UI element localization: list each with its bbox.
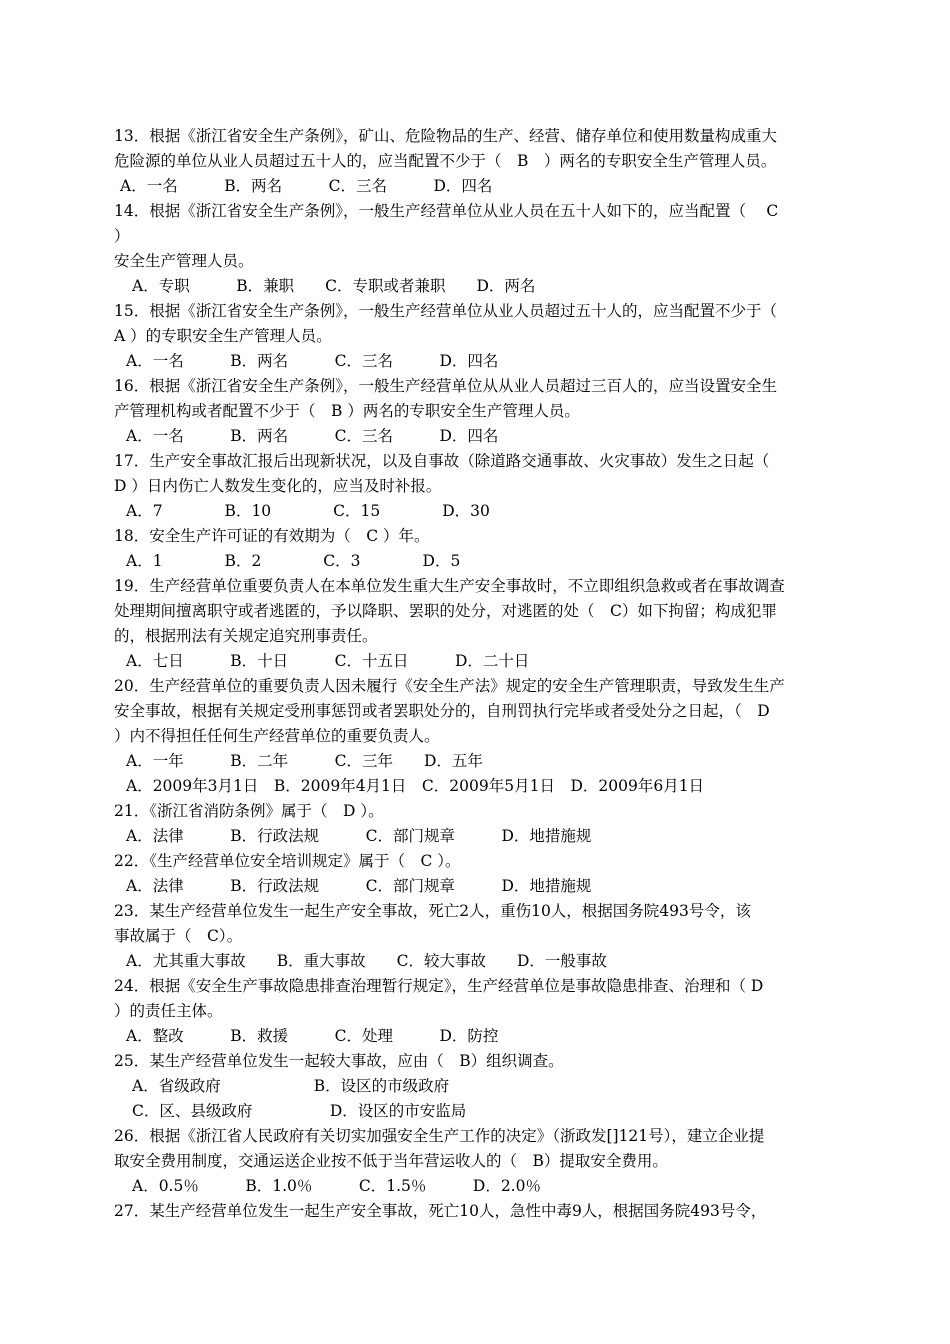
q20-extra-options: A．2009年3月1日 B．2009年4月1日 C．2009年5月1日 D．2009年6月1日 [126, 777, 705, 795]
q24-line2: ）的责任主体。 [114, 1002, 223, 1020]
q24-options: A．整改 B．救援 C．处理 D．防控 [126, 1027, 499, 1045]
q25-options-row1: A．省级政府 B．设区的市级政府 [132, 1077, 450, 1095]
q17-line2: D ）日内伤亡人数发生变化的，应当及时补报。 [114, 477, 442, 495]
q26-line1: 26．根据《浙江省人民政府有关切实加强安全生产工作的决定》（浙政发[]121号），建立企业提 [114, 1127, 765, 1145]
q16-line2: 产管理机构或者配置不少于（ B ）两名的专职安全生产管理人员。 [114, 402, 580, 420]
q20-options: A．一年 B．二年 C．三年 D．五年 [126, 752, 483, 770]
q24-line1: 24．根据《安全生产事故隐患排查治理暂行规定》，生产经营单位是事故隐患排查、治理和（ D [114, 977, 764, 995]
q27-line1: 27．某生产经营单位发生一起生产安全事故，死亡10人，急性中毒9人，根据国务院493号令， [114, 1202, 767, 1220]
q19-line2: 处理期间擅离职守或者逃匿的，予以降职、罢职的处分，对逃匿的处（ C）如下拘留；构成犯罪 [114, 602, 777, 620]
q13-line2: 危险源的单位从业人员超过五十人的，应当配置不少于（ B ）两名的专职安全生产管理人员。 [114, 152, 777, 170]
q21-options: A．法律 B．行政法规 C．部门规章 D．地措施规 [126, 827, 592, 845]
q20-line1: 20．生产经营单位的重要负责人因未履行《安全生产法》规定的安全生产管理职责，导致发生生产 [114, 677, 785, 695]
q14-options: A．专职 B．兼职 C．专职或者兼职 D．两名 [132, 277, 536, 295]
q13-line1: 13．根据《浙江省安全生产条例》，矿山、危险物品的生产、经营、储存单位和使用数量构成重大 [114, 127, 777, 145]
q22-line1: 22．《生产经营单位安全培训规定》属于（ C ）。 [114, 852, 461, 870]
q14-line3: 安全生产管理人员。 [114, 252, 254, 270]
q23-line1: 23．某生产经营单位发生一起生产安全事故，死亡2人，重伤10人，根据国务院493号令，该 [114, 902, 751, 920]
q25-line1: 25．某生产经营单位发生一起较大事故，应由（ B）组织调查。 [114, 1052, 564, 1070]
q19-line1: 19．生产经营单位重要负责人在本单位发生重大生产安全事故时，不立即组织急救或者在事故调查 [114, 577, 785, 595]
q15-options: A．一名 B．两名 C．三名 D．四名 [126, 352, 499, 370]
q17-options: A．7 B．10 C．15 D．30 [126, 502, 490, 520]
q25-options-row2: C．区、县级政府 D．设区的市安监局 [132, 1102, 467, 1120]
q16-line1: 16．根据《浙江省安全生产条例》，一般生产经营单位从从业人员超过三百人的，应当设置安全生 [114, 377, 777, 395]
q23-options: A．尤其重大事故 B．重大事故 C．较大事故 D．一般事故 [126, 952, 607, 970]
q20-line2: 安全事故，根据有关规定受刑事惩罚或者罢职处分的，自刑罚执行完毕或者受处分之日起，（ D [114, 702, 770, 720]
q21-line1: 21．《浙江省消防条例》属于（ D ）。 [114, 802, 384, 820]
q17-line1: 17．生产安全事故汇报后出现新状况，以及自事故（除道路交通事故、火灾事故）发生之日起（ [114, 452, 770, 470]
q14-line2: ） [114, 227, 130, 245]
q13-options: A．一名 B．两名 C．三名 D．四名 [120, 177, 493, 195]
q26-options: A．0.5％ B．1.0％ C．1.5％ D．2.0％ [132, 1177, 541, 1195]
q19-options: A．七日 B．十日 C．十五日 D．二十日 [126, 652, 530, 670]
q19-line3: 的，根据刑法有关规定追究刑事责任。 [114, 627, 378, 645]
q18-options: A．1 B．2 C．3 D．5 [126, 552, 461, 570]
q23-line2: 事故属于（ C）。 [114, 927, 243, 945]
q14-line1: 14．根据《浙江省安全生产条例》，一般生产经营单位从业人员在五十人如下的，应当配置（ C [114, 202, 779, 220]
q26-line2: 取安全费用制度，交通运送企业按不低于当年营运收人的（ B）提取安全费用。 [114, 1152, 668, 1170]
q16-options: A．一名 B．两名 C．三名 D．四名 [126, 427, 499, 445]
q20-line3: ）内不得担任任何生产经营单位的重要负责人。 [114, 727, 440, 745]
q15-line1: 15．根据《浙江省安全生产条例》，一般生产经营单位从业人员超过五十人的，应当配置不少于（ [114, 302, 777, 320]
q15-line2: A ）的专职安全生产管理人员。 [114, 327, 332, 345]
q18-line1: 18．安全生产许可证的有效期为（ C ）年。 [114, 527, 430, 545]
q22-options: A．法律 B．行政法规 C．部门规章 D．地措施规 [126, 877, 592, 895]
